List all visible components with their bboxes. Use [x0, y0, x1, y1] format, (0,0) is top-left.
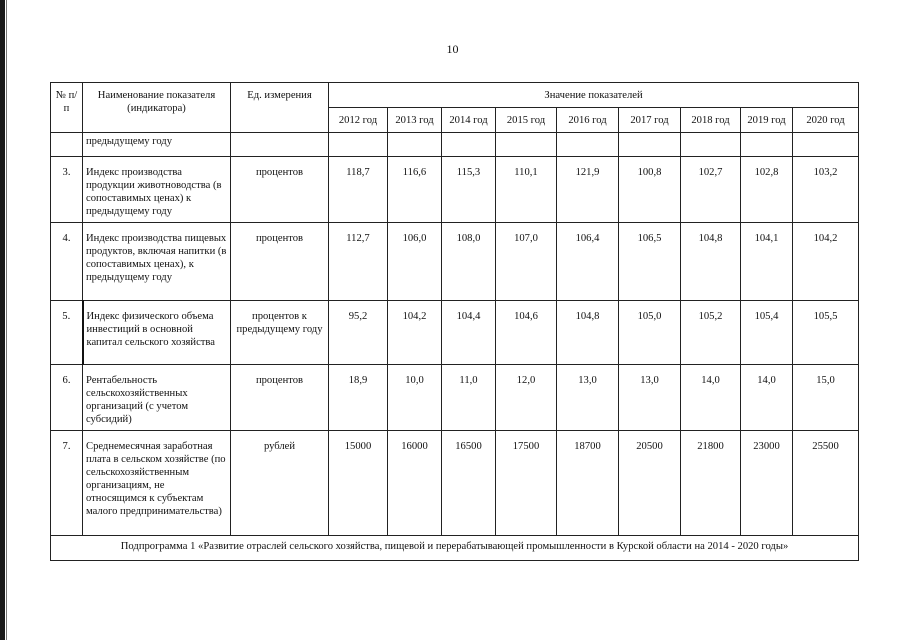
value-cell: 112,7	[329, 223, 388, 301]
table-row	[51, 223, 859, 301]
row-unit: процентов	[231, 365, 329, 431]
row-num: 3.	[51, 157, 83, 223]
value-cell: 16000	[388, 431, 442, 536]
value-cell: 106,0	[388, 223, 442, 301]
value-cell: 104,8	[681, 223, 741, 301]
value-cell: 20500	[619, 431, 681, 536]
value-cell: 118,7	[329, 157, 388, 223]
header-num: № п/п	[51, 83, 83, 133]
value-cell: 14,0	[681, 365, 741, 431]
year-header: 2012 год	[329, 108, 388, 133]
value-cell: 21800	[681, 431, 741, 536]
row-num: 4.	[51, 223, 83, 301]
year-header: 2015 год	[496, 108, 557, 133]
value-cell: 11,0	[442, 365, 496, 431]
scan-left-edge-line	[6, 0, 7, 640]
continued-row	[51, 133, 859, 157]
row-name: Индекс физического объема инвестиций в основной капитал сельского хозяйства	[83, 301, 231, 365]
value-cell: 18,9	[329, 365, 388, 431]
row-unit: процентов	[231, 157, 329, 223]
continued-text: предыдущему году	[83, 133, 231, 157]
row-unit: процентов	[231, 223, 329, 301]
row-num: 7.	[51, 431, 83, 536]
value-cell: 13,0	[619, 365, 681, 431]
year-header: 2017 год	[619, 108, 681, 133]
value-cell: 23000	[741, 431, 793, 536]
year-header: 2018 год	[681, 108, 741, 133]
value-cell: 18700	[557, 431, 619, 536]
page-number: 10	[446, 42, 459, 56]
row-num: 5.	[51, 301, 83, 365]
table-row	[51, 431, 859, 536]
value-cell: 115,3	[442, 157, 496, 223]
header-unit: Ед. измерения	[231, 83, 329, 133]
value-cell: 12,0	[496, 365, 557, 431]
value-cell: 14,0	[741, 365, 793, 431]
table-row	[51, 157, 859, 223]
value-cell: 17500	[496, 431, 557, 536]
header-name: Наименование показателя (индикатора)	[83, 83, 231, 133]
value-cell: 104,6	[496, 301, 557, 365]
subprogram-title: Подпрограмма 1 «Развитие отраслей сельского хозяйства, пищевой и перерабатывающей промышленности в Курской области на 2014 - 2020 годы»	[51, 536, 859, 561]
row-name: Индекс производства пищевых продуктов, включая напитки (в сопоставимых ценах), к предыдущему году	[83, 223, 231, 301]
value-cell: 116,6	[388, 157, 442, 223]
table-row	[51, 365, 859, 431]
value-cell: 102,8	[741, 157, 793, 223]
value-cell: 95,2	[329, 301, 388, 365]
row-name: Индекс производства продукции животноводства (в сопоставимых ценах) к предыдущему году	[83, 157, 231, 223]
row-num: 6.	[51, 365, 83, 431]
value-cell: 104,8	[557, 301, 619, 365]
row-unit: рублей	[231, 431, 329, 536]
subprogram-row	[51, 536, 859, 561]
value-cell: 106,4	[557, 223, 619, 301]
cell	[231, 133, 329, 157]
value-cell: 15,0	[793, 365, 859, 431]
value-cell: 104,2	[793, 223, 859, 301]
value-cell: 104,4	[442, 301, 496, 365]
indicators-table	[50, 82, 859, 561]
scan-left-edge	[0, 0, 5, 640]
value-cell: 105,0	[619, 301, 681, 365]
value-cell: 15000	[329, 431, 388, 536]
value-cell: 103,2	[793, 157, 859, 223]
value-cell: 16500	[442, 431, 496, 536]
value-cell: 121,9	[557, 157, 619, 223]
value-cell: 105,2	[681, 301, 741, 365]
row-name: Среднемесячная заработная плата в сельском хозяйстве (по сельскохозяйственным организациям, не относящимся к субъектам малого предпринимательства)	[83, 431, 231, 536]
row-name: Рентабельность сельскохозяйственных организаций (с учетом субсидий)	[83, 365, 231, 431]
year-header: 2014 год	[442, 108, 496, 133]
value-cell: 108,0	[442, 223, 496, 301]
value-cell: 10,0	[388, 365, 442, 431]
header-row	[51, 83, 859, 108]
value-cell: 110,1	[496, 157, 557, 223]
value-cell: 100,8	[619, 157, 681, 223]
value-cell: 102,7	[681, 157, 741, 223]
value-cell: 105,4	[741, 301, 793, 365]
value-cell: 25500	[793, 431, 859, 536]
year-header: 2013 год	[388, 108, 442, 133]
value-cell: 106,5	[619, 223, 681, 301]
table-row	[51, 301, 859, 365]
value-cell: 104,1	[741, 223, 793, 301]
year-header: 2019 год	[741, 108, 793, 133]
value-cell: 107,0	[496, 223, 557, 301]
year-header: 2016 год	[557, 108, 619, 133]
value-cell: 105,5	[793, 301, 859, 365]
value-cell: 13,0	[557, 365, 619, 431]
row-unit: процентов к предыдущему году	[231, 301, 329, 365]
header-values: Значение показателей	[329, 83, 859, 108]
year-header: 2020 год	[793, 108, 859, 133]
cell	[51, 133, 83, 157]
value-cell: 104,2	[388, 301, 442, 365]
